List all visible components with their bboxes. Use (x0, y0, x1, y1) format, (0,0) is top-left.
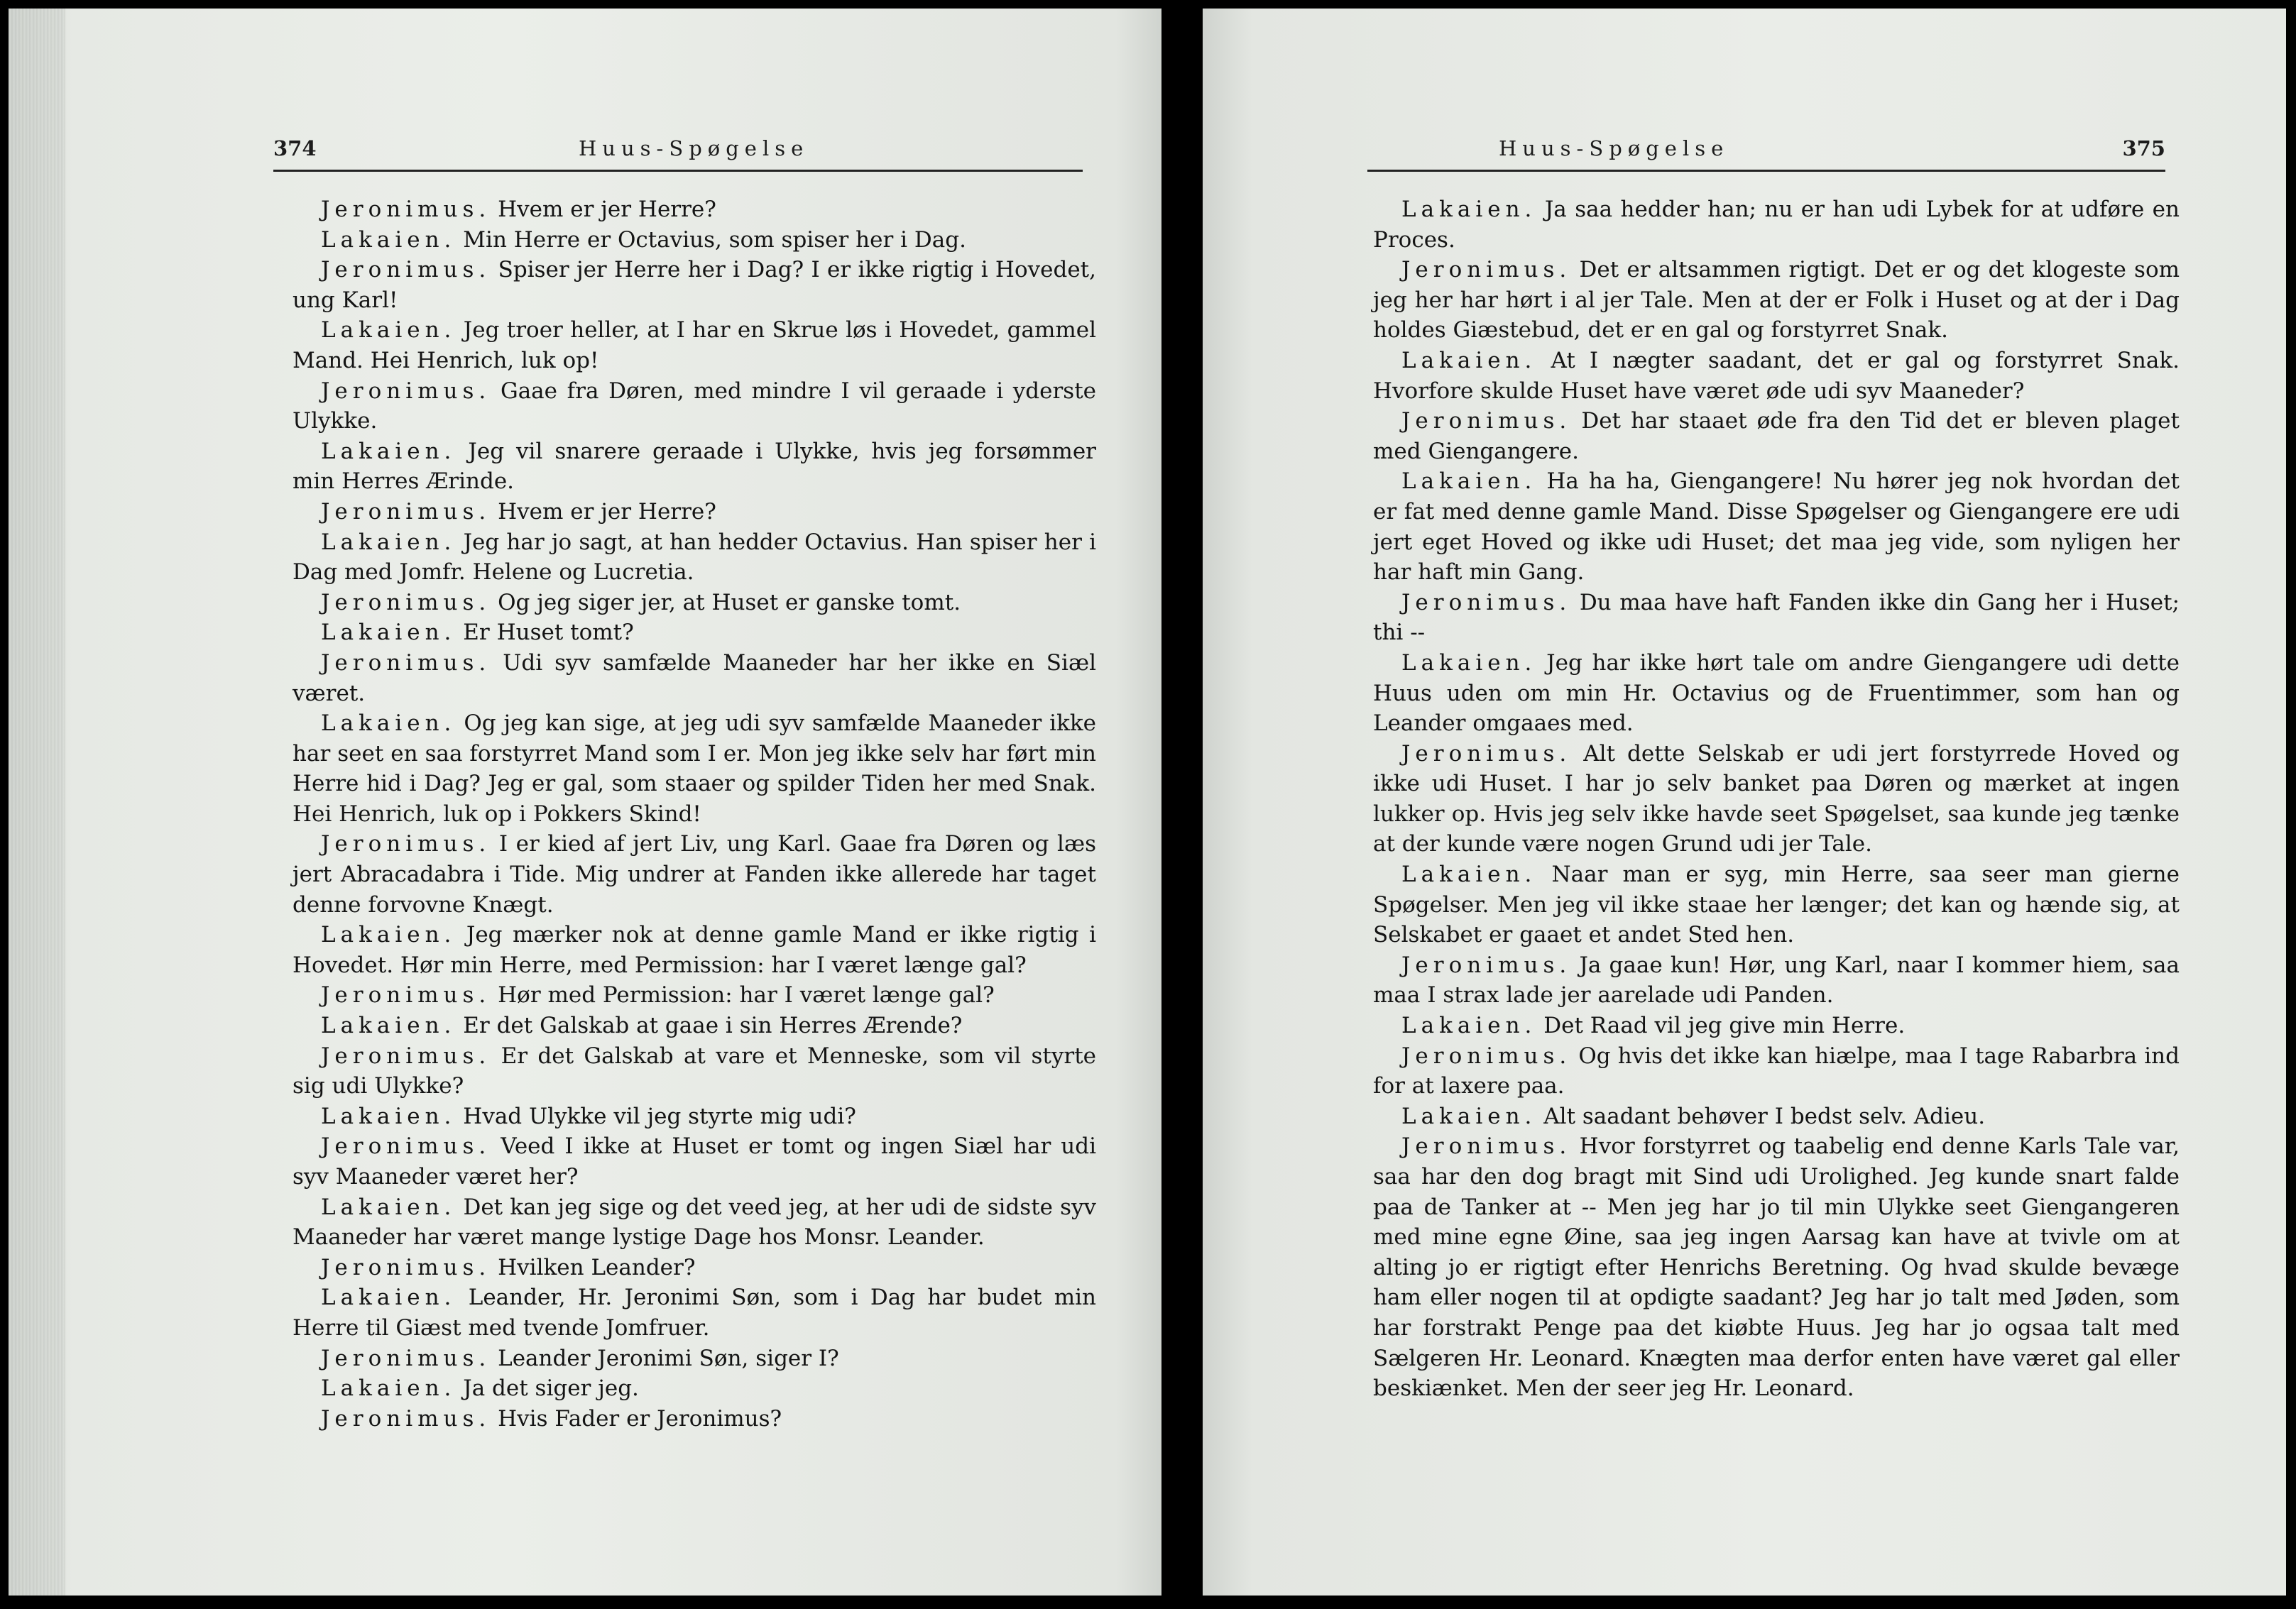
running-title: Huus-Spøgelse (579, 136, 809, 160)
speaker-name: Lakaien. (321, 317, 457, 344)
dialogue-line (1373, 466, 2180, 587)
book-gutter (1161, 0, 1203, 1609)
line-text: Ja det siger jeg. (463, 1375, 639, 1402)
line-text: Du maa have haft Fanden ikke din Gang her i Huset; thi -- (1373, 589, 2180, 646)
line-text: Det er altsammen rigtigt. Det er og det klogeste som jeg her har hørt i al jer Tale. Men at der er Folk i Huset og at der i Dag holdes Giæstebud, det er en gal og forstyrret Snak. (1373, 257, 2180, 344)
line-text: Jeg troer heller, at I har en Skrue løs i Hovedet, gammel Mand. Hei Henrich, luk op! (293, 317, 1097, 373)
line-text: At I nægter saadant, det er gal og forstyrret Snak. Hvorfore skulde Huset have været øde udi syv Maaneder? (1373, 347, 2180, 404)
speaker-name: Jeronimus. (1401, 952, 1572, 978)
dialogue-line (293, 1011, 1096, 1041)
speaker-name: Jeronimus. (1401, 740, 1572, 767)
speaker-name: Jeronimus. (1401, 1043, 1572, 1069)
speaker-name: Lakaien. (321, 1194, 457, 1220)
speaker-name: Lakaien. (321, 1375, 457, 1402)
dialogue-line (293, 588, 1096, 618)
page-number: 374 (273, 136, 317, 160)
speaker-name: Jeronimus. (321, 831, 491, 857)
line-text: I er kied af jert Liv, ung Karl. Gaae fra Døren og læs jert Abracadabra i Tide. Mig undrer at Fanden ikke allerede har taget denne forvovne Knægt. (293, 831, 1096, 918)
dialogue-line (1373, 739, 2180, 860)
line-text: Ha ha ha, Giengangere! Nu hører jeg nok hvordan det er fat med denne gamle Mand. Disse Spøgelser og Giengangere ere udi jert eget Hoved og ikke udi Huset; det maa jeg vide, som nyligen her har haft min Gang. (1373, 468, 2180, 586)
line-text: Det har staaet øde fra den Tid det er bleven plaget med Giengangere. (1373, 408, 2180, 464)
line-text: Hvor forstyrret og taabelig end denne Karls Tale var, saa har den dog bragt mit Sind udi Urolighed. Jeg kunde snart falde paa de Tanker at -- Men jeg har jo til min Ulykke seet Giengangeren med mine egne Øine, saa jeg ingen Aarsag kan have at tvivle om at alting jo er rigtigt efter Henrichs Beretning. Og hvad skulde bevæge ham eller nogen til at opdigte saadant? Jeg har jo talt med Jøden, som har forstrakt Penge paa det kiøbte Huus. Jeg har jo ogsaa talt med Sælgeren Hr. Leonard. Knægten maa derfor enten have været gal eller beskiænket. Men der seer jeg Hr. Leonard. (1373, 1133, 2180, 1402)
dialogue-line (1373, 950, 2180, 1011)
line-text: Leander, Hr. Jeronimi Søn, som i Dag har budet min Herre til Giæst med tvende Jomfruer. (293, 1285, 1096, 1341)
dialogue-line (1373, 255, 2180, 346)
speaker-name: Lakaien. (1401, 1103, 1537, 1129)
line-text: Veed I ikke at Huset er tomt og ingen Siæl har udi syv Maaneder været her? (293, 1133, 1097, 1190)
page-edges (9, 9, 65, 1596)
line-text: Naar man er syg, min Herre, saa seer man gierne Spøgelser. Men jeg vil ikke staae her længer; det kan og hænde sig, at Selskabet er gaaet et andet Sted hen. (1373, 862, 2180, 948)
dialogue-line (1373, 194, 2180, 255)
dialogue-text-left (293, 194, 1096, 1434)
dialogue-line (293, 255, 1096, 315)
dialogue-line (293, 436, 1096, 497)
dialogue-line (293, 376, 1096, 436)
dialogue-line (1373, 588, 2180, 648)
speaker-name: Jeronimus. (321, 649, 491, 676)
dialogue-line (293, 225, 1096, 256)
speaker-name: Lakaien. (321, 1285, 457, 1311)
speaker-name: Lakaien. (321, 438, 457, 464)
line-text: Hvem er jer Herre? (498, 197, 716, 222)
dialogue-line (293, 194, 1096, 225)
line-text: Er Huset tomt? (463, 620, 634, 646)
header-rule (273, 170, 1083, 172)
dialogue-line (1373, 406, 2180, 466)
speaker-name: Lakaien. (1401, 1013, 1537, 1039)
speaker-name: Lakaien. (321, 226, 457, 253)
speaker-name: Jeronimus. (321, 1133, 491, 1160)
line-text: Spiser jer Herre her i Dag? I er ikke rigtig i Hovedet, ung Karl! (293, 257, 1096, 313)
line-text: Ja gaae kun! Hør, ung Karl, naar I kommer hiem, saa maa I strax lade jer aarelade udi Panden. (1373, 952, 2180, 1009)
dialogue-line (293, 1102, 1096, 1132)
dialogue-line (1373, 1131, 2180, 1403)
dialogue-line (1373, 648, 2180, 739)
line-text: Ja saa hedder han; nu er han udi Lybek for at udføre en Proces. (1373, 197, 2180, 253)
speaker-name: Jeronimus. (1401, 589, 1572, 615)
line-text: Jeg vil snarere geraade i Ulykke, hvis jeg forsømmer min Herres Ærinde. (293, 438, 1096, 495)
line-text: Hvis Fader er Jeronimus? (498, 1405, 782, 1432)
speaker-name: Lakaien. (321, 922, 457, 948)
dialogue-line (293, 708, 1096, 829)
line-text: Jeg mærker nok at denne gamle Mand er ikke rigtig i Hovedet. Hør min Herre, med Permission: har I været længe gal? (293, 922, 1096, 978)
line-text: Hør med Permission: har I været længe gal? (498, 982, 995, 1009)
line-text: Og hvis det ikke kan hiælpe, maa I tage Rabarbra ind for at laxere paa. (1373, 1043, 2180, 1099)
line-text: Hvad Ulykke vil jeg styrte mig udi? (463, 1103, 856, 1129)
dialogue-line (293, 648, 1096, 708)
line-text: Det Raad vil jeg give min Herre. (1543, 1013, 1906, 1039)
dialogue-line (1373, 346, 2180, 406)
speaker-name: Jeronimus. (321, 589, 491, 615)
speaker-name: Lakaien. (321, 529, 457, 555)
line-text: Udi syv samfælde Maaneder har her ikke en Siæl været. (293, 649, 1097, 706)
speaker-name: Jeronimus. (321, 1405, 491, 1432)
speaker-name: Lakaien. (1401, 197, 1537, 222)
speaker-name: Jeronimus. (321, 378, 491, 404)
speaker-name: Jeronimus. (1401, 1133, 1572, 1160)
line-text: Jeg har ikke hørt tale om andre Giengangere udi dette Huus uden om min Hr. Octavius og de Fruentimmer, som han og Leander omgaaes med. (1373, 649, 2180, 737)
line-text: Alt saadant behøver I bedst selv. Adieu. (1543, 1103, 1986, 1129)
dialogue-line (1373, 1102, 2180, 1132)
speaker-name: Jeronimus. (321, 197, 491, 222)
dialogue-line (1373, 1011, 2180, 1041)
line-text: Hvem er jer Herre? (498, 498, 716, 525)
line-text: Gaae fra Døren, med mindre I vil geraade i yderste Ulykke. (293, 378, 1096, 434)
left-page (9, 9, 1161, 1596)
speaker-name: Lakaien. (321, 1013, 457, 1039)
dialogue-line (293, 1344, 1096, 1374)
line-text: Er det Galskab at vare et Menneske, som vil styrte sig udi Ulykke? (293, 1043, 1097, 1099)
dialogue-line (293, 1253, 1096, 1283)
dialogue-line (293, 315, 1096, 375)
dialogue-text-right (1373, 194, 2180, 1404)
page-number: 375 (2122, 136, 2165, 160)
speaker-name: Jeronimus. (1401, 408, 1572, 434)
dialogue-line (1373, 1041, 2180, 1102)
dialogue-line (293, 527, 1096, 588)
dialogue-line (293, 1041, 1096, 1102)
dialogue-line (1373, 860, 2180, 950)
dialogue-line (293, 1131, 1096, 1192)
speaker-name: Jeronimus. (321, 1345, 491, 1371)
dialogue-line (293, 1373, 1096, 1404)
line-text: Og jeg kan sige, at jeg udi syv samfælde Maaneder ikke har seet en saa forstyrret Mand som I er. Mon jeg ikke selv har ført min Herre hid i Dag? Jeg er gal, som staaer og spilder Tiden her med Snak. Hei Henrich, luk op i Pokkers Skind! (293, 710, 1096, 827)
dialogue-line (293, 617, 1096, 648)
line-text: Hvilken Leander? (498, 1254, 696, 1280)
speaker-name: Jeronimus. (1401, 257, 1572, 283)
speaker-name: Lakaien. (321, 710, 457, 737)
dialogue-line (293, 1283, 1096, 1343)
line-text: Det kan jeg sige og det veed jeg, at her udi de sidste syv Maaneder har været mange lystige Dage hos Monsr. Leander. (293, 1194, 1097, 1251)
speaker-name: Jeronimus. (321, 257, 491, 283)
dialogue-line (293, 1192, 1096, 1253)
header-rule (1367, 170, 2165, 172)
line-text: Og jeg siger jer, at Huset er ganske tomt. (498, 589, 961, 615)
dialogue-line (293, 980, 1096, 1011)
speaker-name: Jeronimus. (321, 498, 491, 525)
speaker-name: Jeronimus. (321, 1043, 491, 1069)
speaker-name: Lakaien. (1401, 649, 1537, 676)
speaker-name: Lakaien. (1401, 347, 1537, 373)
line-text: Min Herre er Octavius, som spiser her i Dag. (463, 226, 966, 253)
running-title: Huus-Spøgelse (1499, 136, 1729, 160)
dialogue-line (293, 497, 1096, 527)
right-page (1203, 9, 2286, 1596)
line-text: Er det Galskab at gaae i sin Herres Ærende? (463, 1013, 963, 1039)
running-header-right (1367, 136, 2165, 166)
dialogue-line (293, 1404, 1096, 1434)
dialogue-line (293, 829, 1096, 920)
speaker-name: Lakaien. (1401, 468, 1537, 495)
speaker-name: Lakaien. (1401, 862, 1537, 888)
line-text: Alt dette Selskab er udi jert forstyrrede Hoved og ikke udi Huset. I har jo selv banket paa Døren og mærket at ingen lukker op. Hvis jeg selv ikke havde seet Spøgelset, saa kunde jeg tænke at der kunde være nogen Grund udi jer Tale. (1373, 740, 2180, 857)
running-header-left (273, 136, 1083, 166)
speaker-name: Jeronimus. (321, 1254, 491, 1280)
speaker-name: Lakaien. (321, 620, 457, 646)
dialogue-line (293, 920, 1096, 980)
speaker-name: Lakaien. (321, 1103, 457, 1129)
speaker-name: Jeronimus. (321, 982, 491, 1009)
line-text: Leander Jeronimi Søn, siger I? (498, 1345, 839, 1371)
line-text: Jeg har jo sagt, at han hedder Octavius. Han spiser her i Dag med Jomfr. Helene og Lucretia. (293, 529, 1096, 586)
